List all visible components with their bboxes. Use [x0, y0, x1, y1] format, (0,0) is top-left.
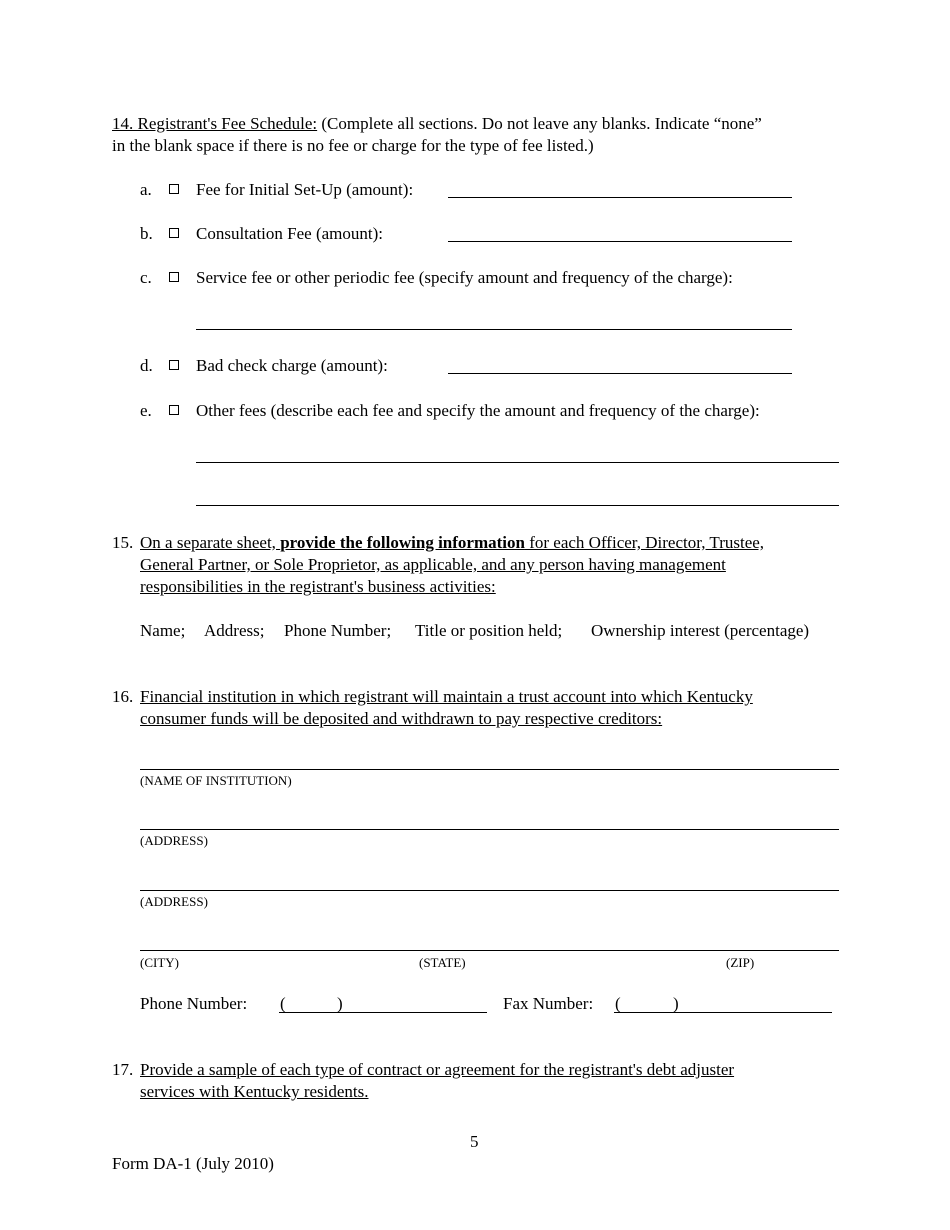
required-field-phone: Phone Number;	[284, 621, 392, 640]
section-17-number: 17.	[112, 1060, 134, 1079]
fee-item-b-blank-line	[448, 241, 792, 242]
fee-item-e-input-1[interactable]	[196, 442, 839, 462]
fax-paren-close: )	[673, 994, 679, 1013]
fee-item-d-amount-input[interactable]	[448, 353, 792, 373]
fee-item-c-checkbox[interactable]	[169, 272, 179, 282]
fee-item-a-checkbox[interactable]	[169, 184, 179, 194]
institution-address-caption-1: (ADDRESS)	[140, 833, 208, 848]
fee-item-d-letter: d.	[140, 356, 153, 375]
section-15-line1	[140, 532, 764, 554]
required-field-name: Name;	[140, 621, 186, 640]
zip-caption: (ZIP)	[726, 955, 755, 970]
fee-item-a-label: Fee for Initial Set-Up (amount):	[196, 180, 414, 199]
fee-item-d-blank-line	[448, 373, 792, 374]
state-input[interactable]	[418, 930, 718, 950]
section-17-line1: Provide a sample of each type of contract or agreement for the registrant's debt adjuster	[140, 1060, 735, 1079]
section-15-line3: responsibilities in the registrant's business activities:	[140, 577, 496, 596]
fee-item-c-label: Service fee or other periodic fee (specify amount and frequency of the charge):	[196, 268, 733, 287]
section-15-number: 15.	[112, 533, 134, 552]
section-15-post: for each Officer, Director, Trustee,	[524, 533, 765, 552]
city-caption: (CITY)	[140, 955, 179, 970]
fee-item-b-letter: b.	[140, 224, 153, 243]
institution-name-caption: (NAME OF INSTITUTION)	[140, 773, 292, 788]
fax-paren-open: (	[615, 994, 621, 1013]
fee-item-e-checkbox[interactable]	[169, 405, 179, 415]
institution-address-caption-2: (ADDRESS)	[140, 894, 208, 909]
fee-item-e-blank-line-2	[196, 505, 839, 506]
section-16-line1: Financial institution in which registrant will maintain a trust account into which Kentucky	[140, 687, 753, 706]
section-16-number: 16.	[112, 687, 134, 706]
fee-item-a-letter: a.	[140, 180, 152, 199]
fee-item-e-letter: e.	[140, 401, 152, 420]
fee-item-a-blank-line	[448, 197, 792, 198]
phone-paren-close: )	[337, 994, 343, 1013]
state-caption: (STATE)	[419, 955, 466, 970]
page-number: 5	[470, 1132, 479, 1151]
fee-item-b-checkbox[interactable]	[169, 228, 179, 238]
section-14-heading-line	[112, 113, 762, 135]
city-input[interactable]	[140, 930, 410, 950]
phone-number-line	[279, 1012, 487, 1013]
institution-name-line	[140, 769, 839, 770]
fee-item-c-blank-line	[196, 329, 792, 330]
section-17-line2: services with Kentucky residents.	[140, 1082, 369, 1101]
section-14-intro-line2: in the blank space if there is no fee or charge for the type of fee listed.)	[112, 136, 594, 155]
fee-item-d-checkbox[interactable]	[169, 360, 179, 370]
required-field-address: Address;	[204, 621, 265, 640]
zip-input[interactable]	[726, 930, 838, 950]
fax-number-line	[614, 1012, 832, 1013]
phone-number-label: Phone Number:	[140, 994, 248, 1013]
city-state-zip-line	[140, 950, 839, 951]
institution-address-line-1	[140, 829, 839, 830]
fee-item-d-label: Bad check charge (amount):	[196, 356, 388, 375]
phone-area-code-input[interactable]	[287, 991, 335, 1011]
form-identifier: Form DA-1 (July 2010)	[112, 1154, 274, 1173]
required-field-title: Title or position held;	[415, 621, 563, 640]
institution-address-input-2[interactable]	[140, 870, 839, 890]
section-14-title: 14. Registrant's Fee Schedule:	[112, 114, 318, 133]
institution-address-line-2	[140, 890, 839, 891]
fee-item-e-blank-line-1	[196, 462, 839, 463]
fee-item-c-input[interactable]	[196, 309, 792, 329]
fax-area-code-input[interactable]	[622, 991, 670, 1011]
section-16-line2: consumer funds will be deposited and withdrawn to pay respective creditors:	[140, 709, 663, 728]
fee-item-b-label: Consultation Fee (amount):	[196, 224, 383, 243]
section-15-line2: General Partner, or Sole Proprietor, as applicable, and any person having management	[140, 555, 726, 574]
fee-item-b-amount-input[interactable]	[448, 221, 792, 241]
section-14-intro: (Complete all sections. Do not leave any blanks. Indicate “none”	[317, 114, 762, 133]
phone-number-input[interactable]	[346, 991, 486, 1011]
fee-item-a-amount-input[interactable]	[448, 177, 792, 197]
institution-address-input-1[interactable]	[140, 809, 839, 829]
fee-item-c-letter: c.	[140, 268, 152, 287]
fax-number-input[interactable]	[682, 991, 830, 1011]
fee-item-e-label: Other fees (describe each fee and specify the amount and frequency of the charge):	[196, 401, 760, 420]
section-15-pre: On a separate sheet,	[140, 533, 281, 552]
institution-name-input[interactable]	[140, 749, 839, 769]
required-field-ownership: Ownership interest (percentage)	[591, 621, 810, 640]
fee-item-e-input-2[interactable]	[196, 485, 839, 505]
section-15-bold: provide the following information	[280, 533, 525, 552]
phone-paren-open: (	[280, 994, 286, 1013]
fax-number-label: Fax Number:	[503, 994, 594, 1013]
